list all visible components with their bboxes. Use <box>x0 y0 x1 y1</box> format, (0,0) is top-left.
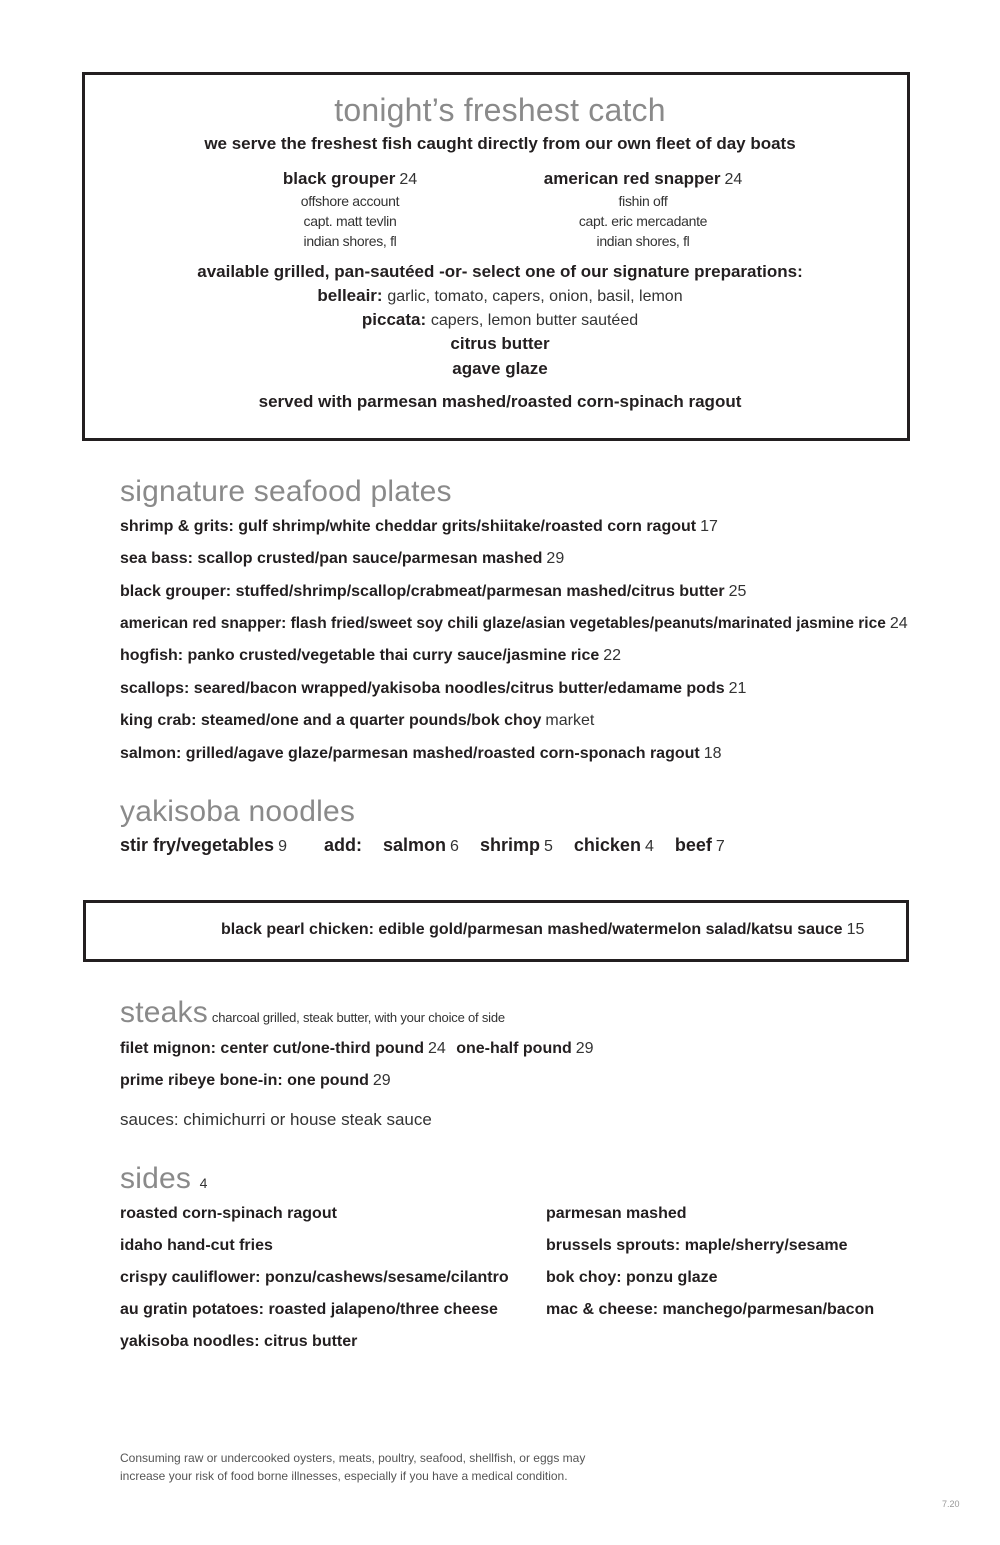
item-price-half: 29 <box>575 1040 594 1057</box>
sides-price: 4 <box>199 1175 208 1191</box>
item-price: market <box>545 712 595 729</box>
catch-subtitle: we serve the freshest fish caught directly from our own fleet of day boats <box>204 134 796 153</box>
yakisoba-base-price: 9 <box>278 838 287 855</box>
menu-item <box>120 583 746 601</box>
menu-item <box>120 680 746 698</box>
item-name: black pearl chicken: edible gold/parmesan mashed/watermelon salad/katsu sauce <box>221 921 843 938</box>
steaks-section-title <box>120 996 505 1030</box>
item-price: 21 <box>728 680 747 697</box>
side-item: idaho hand-cut fries <box>120 1237 273 1254</box>
item-price: 25 <box>728 583 747 600</box>
fish-location: indian shores, fl <box>303 233 397 249</box>
disclaimer-line: Consuming raw or undercooked oysters, meats, poultry, seafood, shellfish, or eggs may <box>120 1451 586 1465</box>
item-name: sea bass: scallop crusted/pan sauce/parmesan mashed <box>120 550 543 567</box>
sides-heading: sides <box>120 1162 192 1195</box>
prep-name: citrus butter <box>450 334 550 353</box>
item-price: 29 <box>546 550 565 567</box>
fish-price: 24 <box>399 171 418 188</box>
yakisoba-add-label: add: <box>324 835 362 855</box>
addon-shrimp: shrimp <box>479 835 540 855</box>
fish-price: 24 <box>724 171 743 188</box>
side-item: au gratin potatoes: roasted jalapeno/three cheese <box>120 1301 498 1318</box>
menu-item <box>120 745 722 763</box>
menu-item-ribeye <box>120 1072 391 1090</box>
side-item: parmesan mashed <box>546 1205 687 1222</box>
prep-piccata <box>0 310 1000 330</box>
menu-item <box>120 647 621 665</box>
addon-price: 6 <box>450 838 459 855</box>
item-name-half: one-half pound <box>456 1040 572 1057</box>
fish-name <box>503 168 783 191</box>
item-name: hogfish: panko crusted/vegetable thai curry sauce/jasmine rice <box>120 647 600 664</box>
prep-name: piccata: <box>361 310 427 329</box>
served-with: served with parmesan mashed/roasted corn-spinach ragout <box>258 392 742 411</box>
steak-sauces: sauces: chimichurri or house steak sauce <box>120 1110 432 1129</box>
prep-belleair <box>0 286 1000 306</box>
steaks-note: charcoal grilled, steak butter, with your choice of side <box>211 1010 505 1025</box>
addon-beef: beef <box>674 835 712 855</box>
disclaimer-line: increase your risk of food borne illnesses, especially if you have a medical condition. <box>120 1469 568 1483</box>
food-safety-disclaimer <box>120 1449 600 1485</box>
item-name: salmon: grilled/agave glaze/parmesan mashed/roasted corn-sponach ragout <box>120 745 700 762</box>
preparations-header: available grilled, pan-sautéed -or- select one of our signature preparations: <box>197 262 803 281</box>
prep-citrus-butter <box>0 334 1000 354</box>
prep-desc: capers, lemon butter sautéed <box>430 312 639 329</box>
side-item: roasted corn-spinach ragout <box>120 1205 337 1222</box>
fish-boat: offshore account <box>300 193 400 209</box>
item-price: 29 <box>372 1072 391 1089</box>
item-name: prime ribeye bone-in: one pound <box>120 1072 369 1089</box>
menu-item <box>120 712 594 730</box>
side-item: bok choy: ponzu glaze <box>546 1269 718 1286</box>
item-price: 17 <box>700 518 718 535</box>
fish-captain: capt. eric mercadante <box>578 213 708 229</box>
yakisoba-options <box>120 835 725 856</box>
fish-red-snapper <box>503 168 783 251</box>
side-item: brussels sprouts: maple/sherry/sesame <box>546 1237 848 1254</box>
fish-location: indian shores, fl <box>596 233 690 249</box>
prep-agave-glaze <box>0 359 1000 379</box>
side-item: crispy cauliflower: ponzu/cashews/sesame/cilantro <box>120 1269 509 1286</box>
item-name: black grouper: stuffed/shrimp/scallop/crabmeat/parmesan mashed/citrus butter <box>120 583 725 600</box>
addon-price: 4 <box>644 838 654 855</box>
item-name: shrimp & grits: gulf shrimp/white cheddar grits/shiitake/roasted corn ragout <box>120 518 697 535</box>
prep-name: belleair: <box>317 286 383 305</box>
yakisoba-section-title: yakisoba noodles <box>120 795 356 828</box>
item-price: 22 <box>603 647 622 664</box>
seafood-section-title: signature seafood plates <box>120 475 452 508</box>
addon-salmon: salmon <box>383 835 447 855</box>
addon-price: 7 <box>715 838 725 855</box>
item-name: filet mignon: center cut/one-third pound <box>120 1040 424 1057</box>
catch-title: tonight’s freshest catch <box>334 92 666 128</box>
side-item: mac & cheese: manchego/parmesan/bacon <box>546 1301 875 1318</box>
fish-captain: capt. matt tevlin <box>303 213 397 229</box>
fish-title: black grouper <box>282 169 396 188</box>
fish-title: american red snapper <box>543 169 721 188</box>
item-price: 24 <box>427 1040 446 1057</box>
sides-section-title <box>120 1162 208 1196</box>
addon-chicken: chicken <box>573 835 641 855</box>
fish-black-grouper <box>210 168 490 251</box>
page-code: 7.20 <box>942 1499 960 1509</box>
menu-item <box>120 615 908 633</box>
menu-item-filet <box>120 1040 594 1058</box>
item-name: american red snapper: flash fried/sweet soy chili glaze/asian vegetables/peanuts/marinated jasmine rice <box>120 615 886 632</box>
side-item: yakisoba noodles: citrus butter <box>120 1333 358 1350</box>
menu-item <box>120 550 564 568</box>
prep-desc: garlic, tomato, capers, onion, basil, lemon <box>387 288 683 305</box>
item-price: 18 <box>703 745 722 762</box>
fish-name <box>210 168 490 191</box>
prep-name: agave glaze <box>452 359 548 378</box>
steaks-heading: steaks <box>120 996 208 1029</box>
yakisoba-base: stir fry/vegetables <box>120 835 275 855</box>
item-price: 15 <box>846 921 865 938</box>
item-name: scallops: seared/bacon wrapped/yakisoba noodles/citrus butter/edamame pods <box>120 680 725 697</box>
item-price: 24 <box>889 615 908 632</box>
black-pearl-chicken <box>221 921 864 939</box>
menu-item <box>120 518 718 536</box>
addon-price: 5 <box>543 838 553 855</box>
item-name: king crab: steamed/one and a quarter pounds/bok choy <box>120 712 542 729</box>
fish-boat: fishin off <box>618 193 668 209</box>
